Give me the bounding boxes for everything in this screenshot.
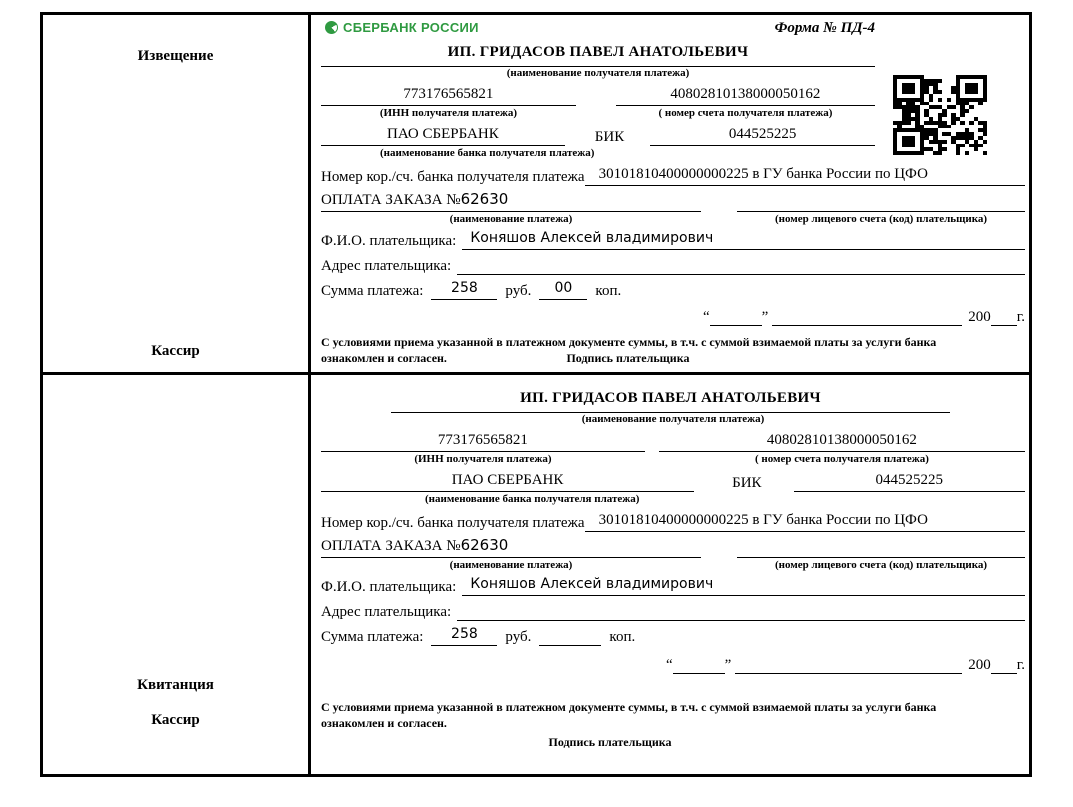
purpose-captions bbox=[321, 213, 1025, 225]
account-caption: ( номер счета получателя платежа) bbox=[754, 453, 929, 465]
year-suffix: г. bbox=[1016, 657, 1025, 673]
inn-caption: (ИНН получателя платежа) bbox=[414, 453, 552, 465]
payment-purpose bbox=[321, 190, 701, 212]
notice-label: Извещение bbox=[137, 48, 214, 64]
bank-caption: (наименование банка получателя платежа) bbox=[425, 493, 640, 505]
agreement-line1: С условиями приема указанной в платежном документе суммы, в т.ч. с суммой взимаемой платы за услуги банка bbox=[321, 335, 937, 349]
payer-address-label: Адрес плательщика: bbox=[321, 258, 452, 274]
corr-account-row bbox=[321, 166, 1025, 186]
recipient-block bbox=[321, 390, 1025, 505]
bank-name: ПАО СБЕРБАНК bbox=[321, 472, 694, 492]
payment-purpose bbox=[321, 536, 701, 558]
close-quote: ” bbox=[724, 657, 732, 673]
payer-name-label: Ф.И.О. плательщика: bbox=[321, 579, 457, 595]
account-caption: ( номер счета получателя платежа) bbox=[658, 107, 833, 119]
bik-label: БИК bbox=[594, 129, 625, 145]
amount-label: Сумма платежа: bbox=[321, 283, 424, 299]
kop-label: коп. bbox=[595, 283, 622, 299]
personal-account-caption: (номер лицевого счета (код) плательщика) bbox=[774, 559, 988, 571]
agreement-line2: ознакомлен и согласен. bbox=[321, 715, 447, 730]
agreement-block bbox=[321, 335, 1025, 366]
recipient-name: ИП. ГРИДАСОВ ПАВЕЛ АНАТОЛЬЕВИЧ bbox=[391, 390, 950, 413]
agreement-line1: С условиями приема указанной в платежном документе суммы, в т.ч. с суммой взимаемой платы за услуги банка bbox=[321, 700, 937, 714]
purpose-caption: (наименование платежа) bbox=[449, 559, 573, 571]
payer-name-value: Коняшов Алексей владимирович bbox=[462, 230, 1025, 250]
year-prefix: 200 bbox=[968, 309, 991, 325]
open-quote: “ bbox=[703, 309, 710, 325]
date-day-blank bbox=[673, 656, 725, 674]
bank-name: ПАО СБЕРБАНК bbox=[321, 126, 565, 146]
payer-address-row bbox=[321, 601, 1025, 621]
open-quote: “ bbox=[666, 657, 673, 673]
kop-label: коп. bbox=[609, 629, 636, 645]
agreement-block bbox=[321, 700, 1025, 751]
recipient-name: ИП. ГРИДАСОВ ПАВЕЛ АНАТОЛЬЕВИЧ bbox=[321, 44, 875, 67]
header-row bbox=[321, 20, 875, 44]
purpose-label: ОПЛАТА ЗАКАЗА № bbox=[321, 192, 461, 208]
bank-row bbox=[321, 126, 875, 146]
form-number: Форма № ПД-4 bbox=[774, 20, 875, 36]
order-number: 62630 bbox=[460, 536, 509, 554]
purpose-row bbox=[321, 190, 1025, 212]
personal-account-caption: (номер лицевого счета (код) плательщика) bbox=[774, 213, 988, 225]
bik-value: 044525225 bbox=[650, 126, 875, 146]
payer-name-row bbox=[321, 230, 1025, 250]
purpose-caption: (наименование платежа) bbox=[449, 213, 573, 225]
corr-value: 30101810400000000225 в ГУ банка России по ЦФО bbox=[585, 166, 1025, 186]
purpose-label: ОПЛАТА ЗАКАЗА № bbox=[321, 538, 461, 554]
payer-address-row bbox=[321, 255, 1025, 275]
payer-name-label: Ф.И.О. плательщика: bbox=[321, 233, 457, 249]
notice-section bbox=[43, 15, 1029, 372]
amount-row bbox=[321, 626, 1025, 646]
date-row bbox=[666, 656, 1025, 674]
inn-value: 773176565821 bbox=[321, 86, 576, 106]
sberbank-logo-text: СБЕРБАНК РОССИИ bbox=[343, 20, 479, 35]
bank-caption: (наименование банка получателя платежа) bbox=[380, 147, 595, 159]
amount-kop-value bbox=[539, 626, 601, 646]
year-suffix: г. bbox=[1016, 309, 1025, 325]
cashier-label: Кассир bbox=[151, 712, 200, 728]
date-day-blank bbox=[710, 308, 762, 326]
payer-name-row bbox=[321, 576, 1025, 596]
bank-row bbox=[321, 472, 1025, 492]
date-row bbox=[703, 308, 1025, 326]
inn-account-captions bbox=[321, 453, 1025, 468]
notice-stub bbox=[43, 15, 311, 372]
inn-account-captions bbox=[321, 107, 875, 122]
inn-caption: (ИНН получателя платежа) bbox=[379, 107, 517, 119]
purpose-captions bbox=[321, 559, 1025, 571]
year-blank bbox=[991, 656, 1017, 674]
amount-rub-value: 258 bbox=[431, 280, 497, 300]
account-value: 40802810138000050162 bbox=[659, 432, 1025, 452]
cashier-label: Кассир bbox=[151, 343, 200, 359]
amount-rub-value: 258 bbox=[431, 626, 497, 646]
signature-label: Подпись плательщика bbox=[548, 735, 672, 750]
year-prefix: 200 bbox=[968, 657, 991, 673]
order-number: 62630 bbox=[460, 190, 509, 208]
account-value: 40802810138000050162 bbox=[616, 86, 875, 106]
sberbank-logo-icon bbox=[325, 21, 338, 34]
receipt-label: Квитанция bbox=[137, 677, 214, 693]
purpose-row bbox=[321, 536, 1025, 558]
payer-address-blank bbox=[457, 255, 1025, 275]
bik-value: 044525225 bbox=[794, 472, 1025, 492]
bik-label: БИК bbox=[732, 475, 762, 491]
amount-row bbox=[321, 280, 1025, 300]
payer-address-blank bbox=[457, 601, 1025, 621]
corr-account-row bbox=[321, 512, 1025, 532]
recipient-caption: (наименование получателя платежа) bbox=[506, 67, 690, 79]
date-month-blank bbox=[735, 656, 962, 674]
rub-label: руб. bbox=[505, 629, 532, 645]
agreement-line2: ознакомлен и согласен. bbox=[321, 350, 447, 365]
receipt-stub bbox=[43, 375, 311, 774]
payment-form-pd4 bbox=[40, 12, 1032, 777]
inn-account-row bbox=[321, 86, 875, 106]
corr-value: 30101810400000000225 в ГУ банка России по ЦФО bbox=[585, 512, 1025, 532]
recipient-block bbox=[321, 44, 875, 159]
date-month-blank bbox=[772, 308, 962, 326]
rub-label: руб. bbox=[505, 283, 532, 299]
qr-code bbox=[893, 75, 987, 155]
personal-account-blank bbox=[737, 536, 1025, 558]
personal-account-blank bbox=[737, 190, 1025, 212]
year-blank bbox=[991, 308, 1017, 326]
recipient-caption: (наименование получателя платежа) bbox=[581, 413, 765, 425]
payer-address-label: Адрес плательщика: bbox=[321, 604, 452, 620]
inn-value: 773176565821 bbox=[321, 432, 645, 452]
amount-kop-value: 00 bbox=[539, 280, 587, 300]
payer-name-value: Коняшов Алексей владимирович bbox=[462, 576, 1025, 596]
inn-account-row bbox=[321, 432, 1025, 452]
corr-label: Номер кор./сч. банка получателя платежа bbox=[321, 515, 585, 531]
close-quote: ” bbox=[761, 309, 769, 325]
receipt-content bbox=[311, 375, 1029, 774]
signature-label: Подпись плательщика bbox=[566, 350, 690, 365]
agreement-line2-row bbox=[321, 351, 979, 367]
corr-label: Номер кор./сч. банка получателя платежа bbox=[321, 169, 585, 185]
receipt-section bbox=[43, 372, 1029, 774]
amount-label: Сумма платежа: bbox=[321, 629, 424, 645]
notice-content bbox=[311, 15, 1029, 372]
sberbank-logo bbox=[321, 20, 479, 35]
